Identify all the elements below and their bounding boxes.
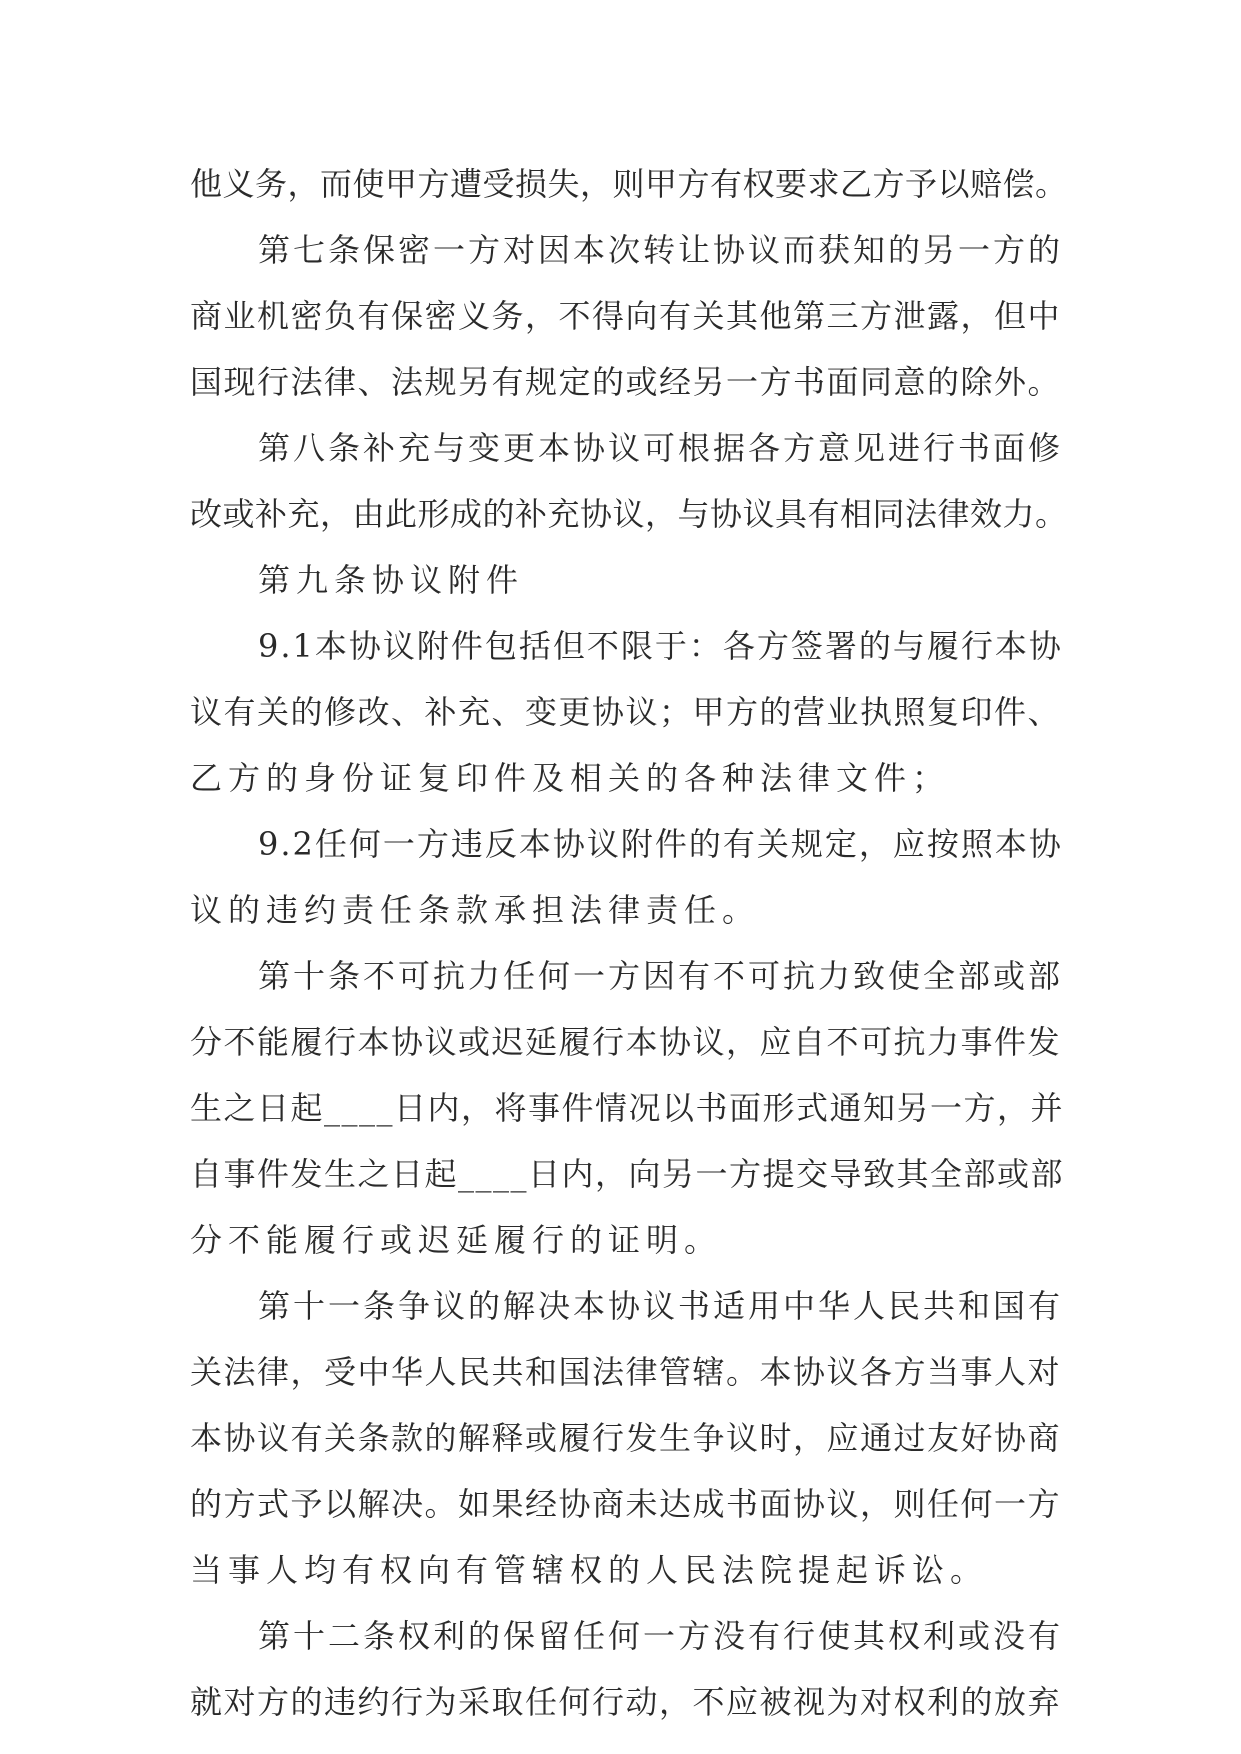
text-line: 自事件发生之日起____日内，向另一方提交导致其全部或部 <box>190 1155 1065 1193</box>
text-line: 本协议有关条款的解释或履行发生争议时，应通过友好协商 <box>190 1419 1062 1457</box>
text-line: 9.1本协议附件包括但不限于：各方签署的与履行本协 <box>258 627 1063 665</box>
text-line: 第八条补充与变更本协议可根据各方意见进行书面修 <box>258 429 1064 467</box>
text-line: 乙方的身份证复印件及相关的各种法律文件； <box>190 759 951 797</box>
text-line: 议的违约责任条款承担法律责任。 <box>190 891 761 929</box>
text-line: 第十一条争议的解决本协议书适用中华人民共和国有 <box>258 1287 1064 1325</box>
text-line: 第十二条权利的保留任何一方没有行使其权利或没有 <box>258 1617 1064 1655</box>
text-line: 第十条不可抗力任何一方因有不可抗力致使全部或部 <box>258 957 1064 995</box>
text-line: 议有关的修改、补充、变更协议；甲方的营业执照复印件、 <box>190 693 1062 731</box>
text-line: 第七条保密一方对因本次转让协议而获知的另一方的 <box>258 231 1064 269</box>
text-line: 生之日起____日内，将事件情况以书面形式通知另一方，并 <box>190 1089 1065 1127</box>
text-line: 分不能履行或迟延履行的证明。 <box>190 1221 723 1259</box>
text-line: 第九条协议附件 <box>258 561 525 599</box>
document-body <box>190 151 1070 1735</box>
text-line: 商业机密负有保密义务，不得向有关其他第三方泄露，但中 <box>190 297 1062 335</box>
text-line: 他义务，而使甲方遭受损失，则甲方有权要求乙方予以赔偿。 <box>190 165 1068 203</box>
text-line: 关法律，受中华人民共和国法律管辖。本协议各方当事人对 <box>190 1353 1062 1391</box>
text-line: 的方式予以解决。如果经协商未达成书面协议，则任何一方 <box>190 1485 1062 1523</box>
text-line: 就对方的违约行为采取任何行动，不应被视为对权利的放弃 <box>190 1683 1062 1721</box>
text-line: 国现行法律、法规另有规定的或经另一方书面同意的除外。 <box>190 363 1062 401</box>
text-line: 改或补充，由此形成的补充协议，与协议具有相同法律效力。 <box>190 495 1068 533</box>
text-line: 当事人均有权向有管辖权的人民法院提起诉讼。 <box>190 1551 989 1589</box>
text-line: 分不能履行本协议或迟延履行本协议，应自不可抗力事件发 <box>190 1023 1062 1061</box>
text-line: 9.2任何一方违反本协议附件的有关规定，应按照本协 <box>258 825 1063 863</box>
